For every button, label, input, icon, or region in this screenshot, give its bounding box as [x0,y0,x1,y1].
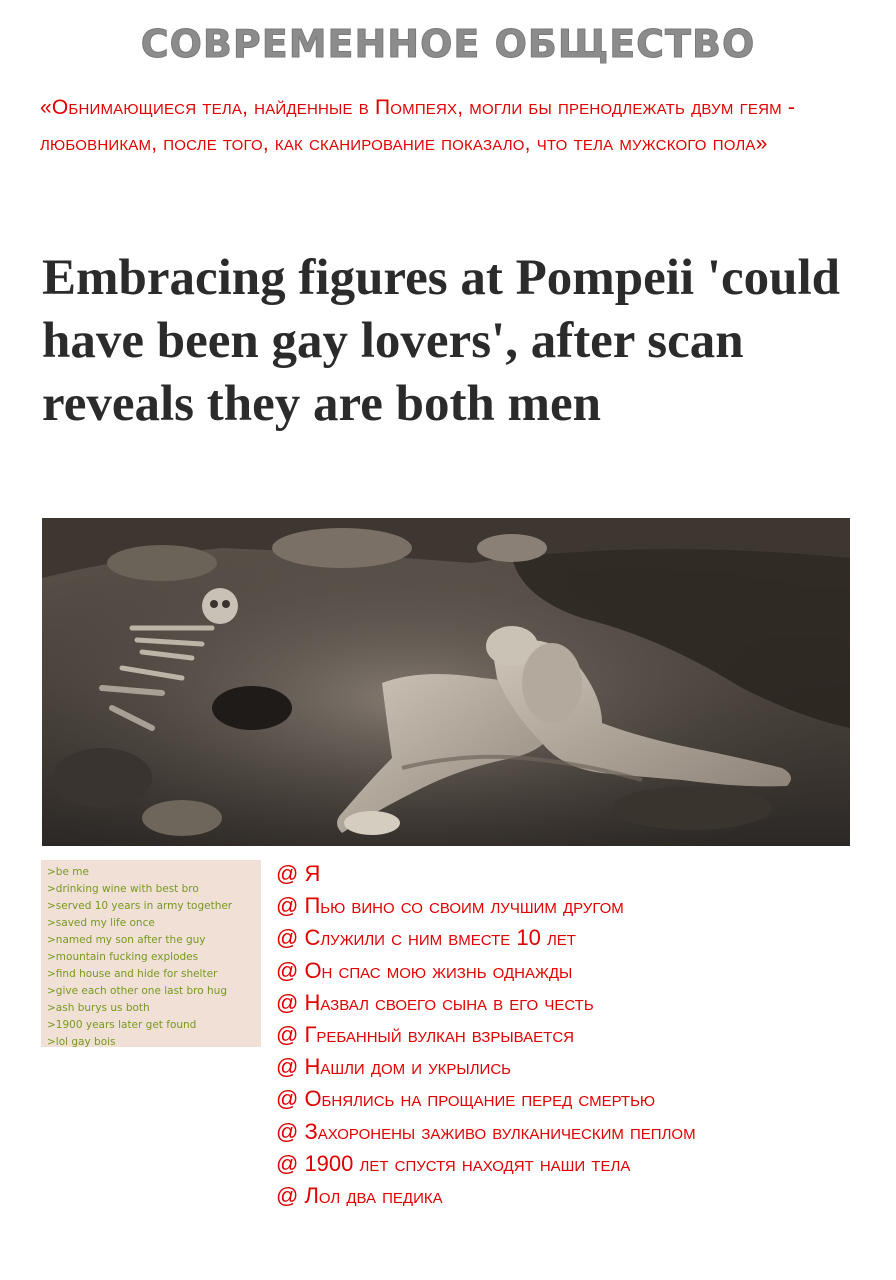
greentext-line: >be me [47,866,89,878]
greentext-line: >served 10 years in army together [47,900,233,912]
greentext-line: >drinking wine with best bro [47,883,199,895]
translation-line: @ Я [276,861,321,886]
page-title: СОВРЕМЕННОЕ ОБЩЕСТВО [140,22,756,66]
greentext-line: >mountain fucking explodes [47,951,199,963]
translation-line: @ Гребанный вулкан взрывается [276,1022,574,1048]
translation-line: @ Лол два педика [276,1183,443,1209]
greentext-line: >named my son after the guy [47,934,206,946]
pompeii-casts-photo [42,518,850,846]
translation-line: @ Обнялись на прощание перед смертью [276,1086,656,1112]
translation-line: @ Захоронены заживо вулканическим пеплом [276,1118,696,1144]
greentext-line: >find house and hide for shelter [47,968,218,980]
greentext-line: >lol gay bois [47,1036,116,1048]
greentext-line: >give each other one last bro hug [47,985,228,997]
news-headline: Embracing figures at Pompeii 'could have been gay lovers', after scan reveals they are both men [42,250,841,432]
translation-line: @ Он спас мою жизнь однажды [276,957,573,983]
translation-line: @ 1900 лет спустя находят наши тела [276,1150,631,1176]
translation-line: @ Пью вино со своим лучшим другом [276,893,624,919]
translation-line: @ Нашли дом и укрылись [276,1054,512,1080]
russian-quote: «Обнимающиеся тела, найденные в Помпеях, могли бы пренодлежать двум геям - любовникам, после того, как сканирование показало, что тела мужского пола» [40,96,796,155]
greentext-line: >1900 years later get found [47,1019,197,1031]
translation-line: @ Назвал своего сына в его честь [276,989,594,1015]
greentext-line: >ash burys us both [47,1002,150,1014]
translation-line: @ Служили с ним вместе 10 лет [276,925,576,951]
greentext-line: >saved my life once [47,917,155,929]
greentext-post [41,860,261,1047]
russian-translation-list [276,858,886,1212]
